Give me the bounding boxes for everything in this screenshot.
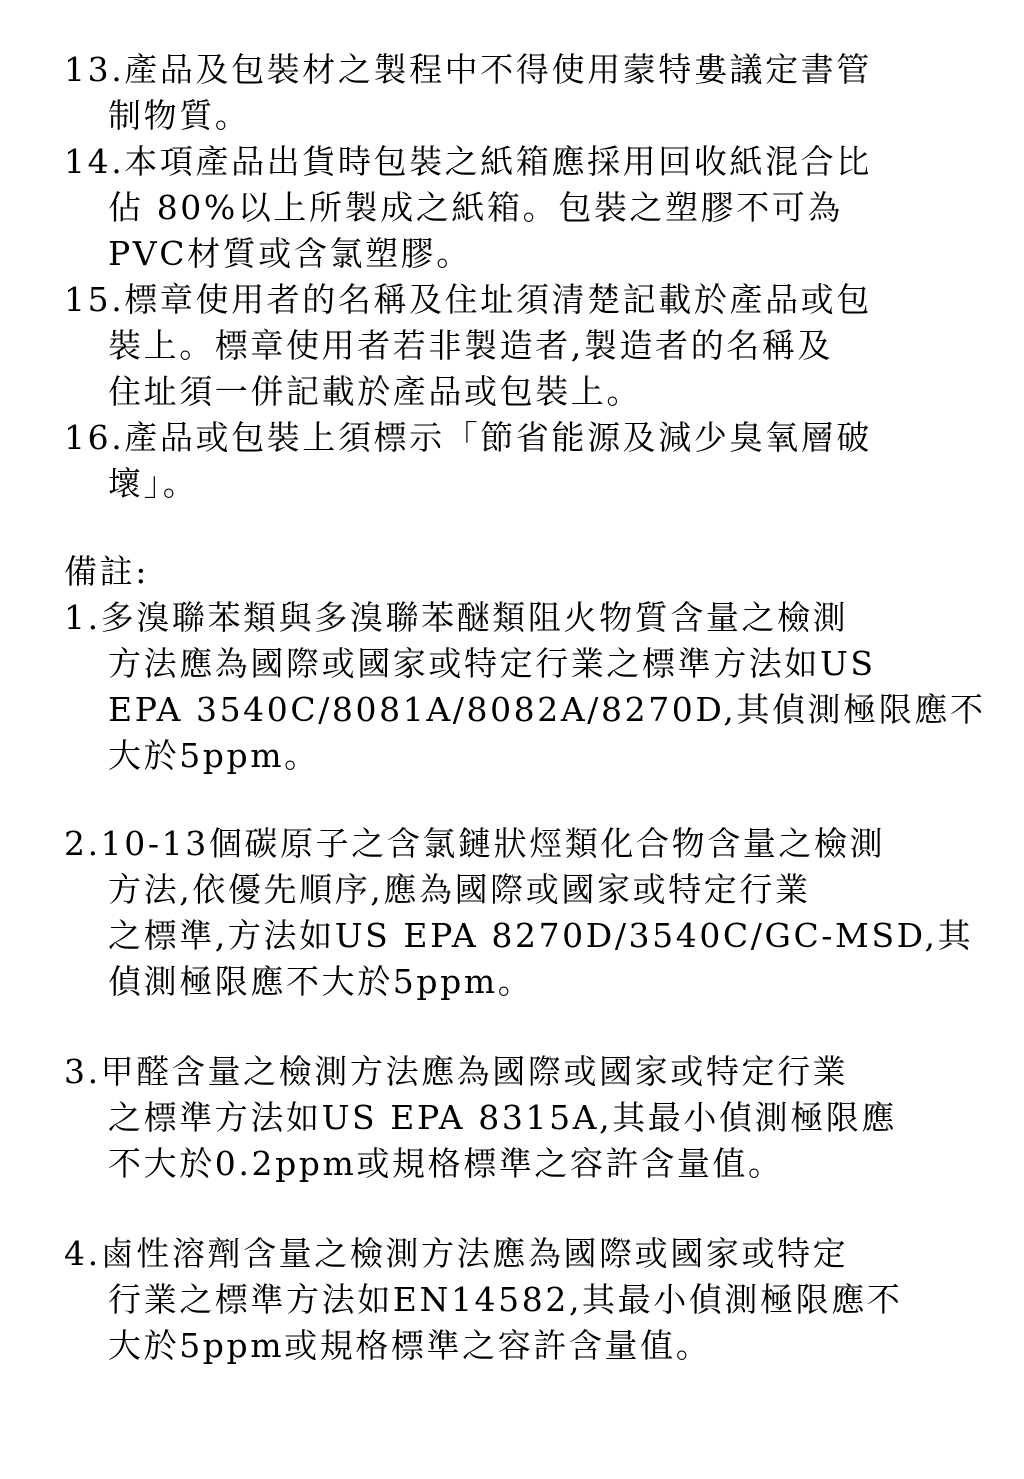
note-2-line-2: 方法,依優先順序,應為國際或國家或特定行業 <box>108 870 811 909</box>
item-14-line-1: 14.本項產品出貨時包裝之紙箱應採用回收紙混合比 <box>64 142 872 181</box>
note-1-line-1: 1.多溴聯苯類與多溴聯苯醚類阻火物質含量之檢測 <box>64 598 849 637</box>
item-13-line-1: 13.產品及包裝材之製程中不得使用蒙特婁議定書管 <box>64 50 872 89</box>
note-2-line-1: 2.10-13個碳原子之含氯鏈狀烴類化合物含量之檢測 <box>64 824 886 863</box>
item-16-line-1: 16.產品或包裝上須標示「節省能源及減少臭氧層破 <box>64 418 872 457</box>
notes-heading: 備註: <box>64 552 149 591</box>
note-4-line-2: 行業之標準方法如EN14582,其最小偵測極限應不 <box>108 1280 903 1319</box>
item-15-line-1: 15.標章使用者的名稱及住址須清楚記載於產品或包 <box>64 280 872 319</box>
note-4-line-3: 大於5ppm或規格標準之容許含量值。 <box>108 1326 712 1365</box>
item-15-line-2: 裝上。標章使用者若非製造者,製造者的名稱及 <box>108 326 834 365</box>
note-4-line-1: 4.鹵性溶劑含量之檢測方法應為國際或國家或特定 <box>64 1234 849 1273</box>
item-14-line-2: 佔 80%以上所製成之紙箱。包裝之塑膠不可為 <box>108 188 844 227</box>
note-2-line-4: 偵測極限應不大於5ppm。 <box>108 962 534 1001</box>
note-3-line-3: 不大於0.2ppm或規格標準之容許含量值。 <box>108 1144 784 1183</box>
item-13-line-2: 制物質。 <box>108 96 251 135</box>
note-3-line-1: 3.甲醛含量之檢測方法應為國際或國家或特定行業 <box>64 1052 849 1091</box>
item-14-line-3: PVC材質或含氯塑膠。 <box>108 234 472 273</box>
note-1-line-2: 方法應為國際或國家或特定行業之標準方法如US <box>108 644 876 683</box>
note-1-line-3: EPA 3540C/8081A/8082A/8270D,其偵測極限應不 <box>108 690 986 729</box>
item-15-line-3: 住址須一併記載於產品或包裝上。 <box>108 372 642 411</box>
item-16-line-2: 壞」。 <box>108 464 199 503</box>
note-2-line-3: 之標準,方法如US EPA 8270D/3540C/GC-MSD,其 <box>108 916 974 955</box>
note-1-line-4: 大於5ppm。 <box>108 736 320 775</box>
note-3-line-2: 之標準方法如US EPA 8315A,其最小偵測極限應 <box>108 1098 897 1137</box>
